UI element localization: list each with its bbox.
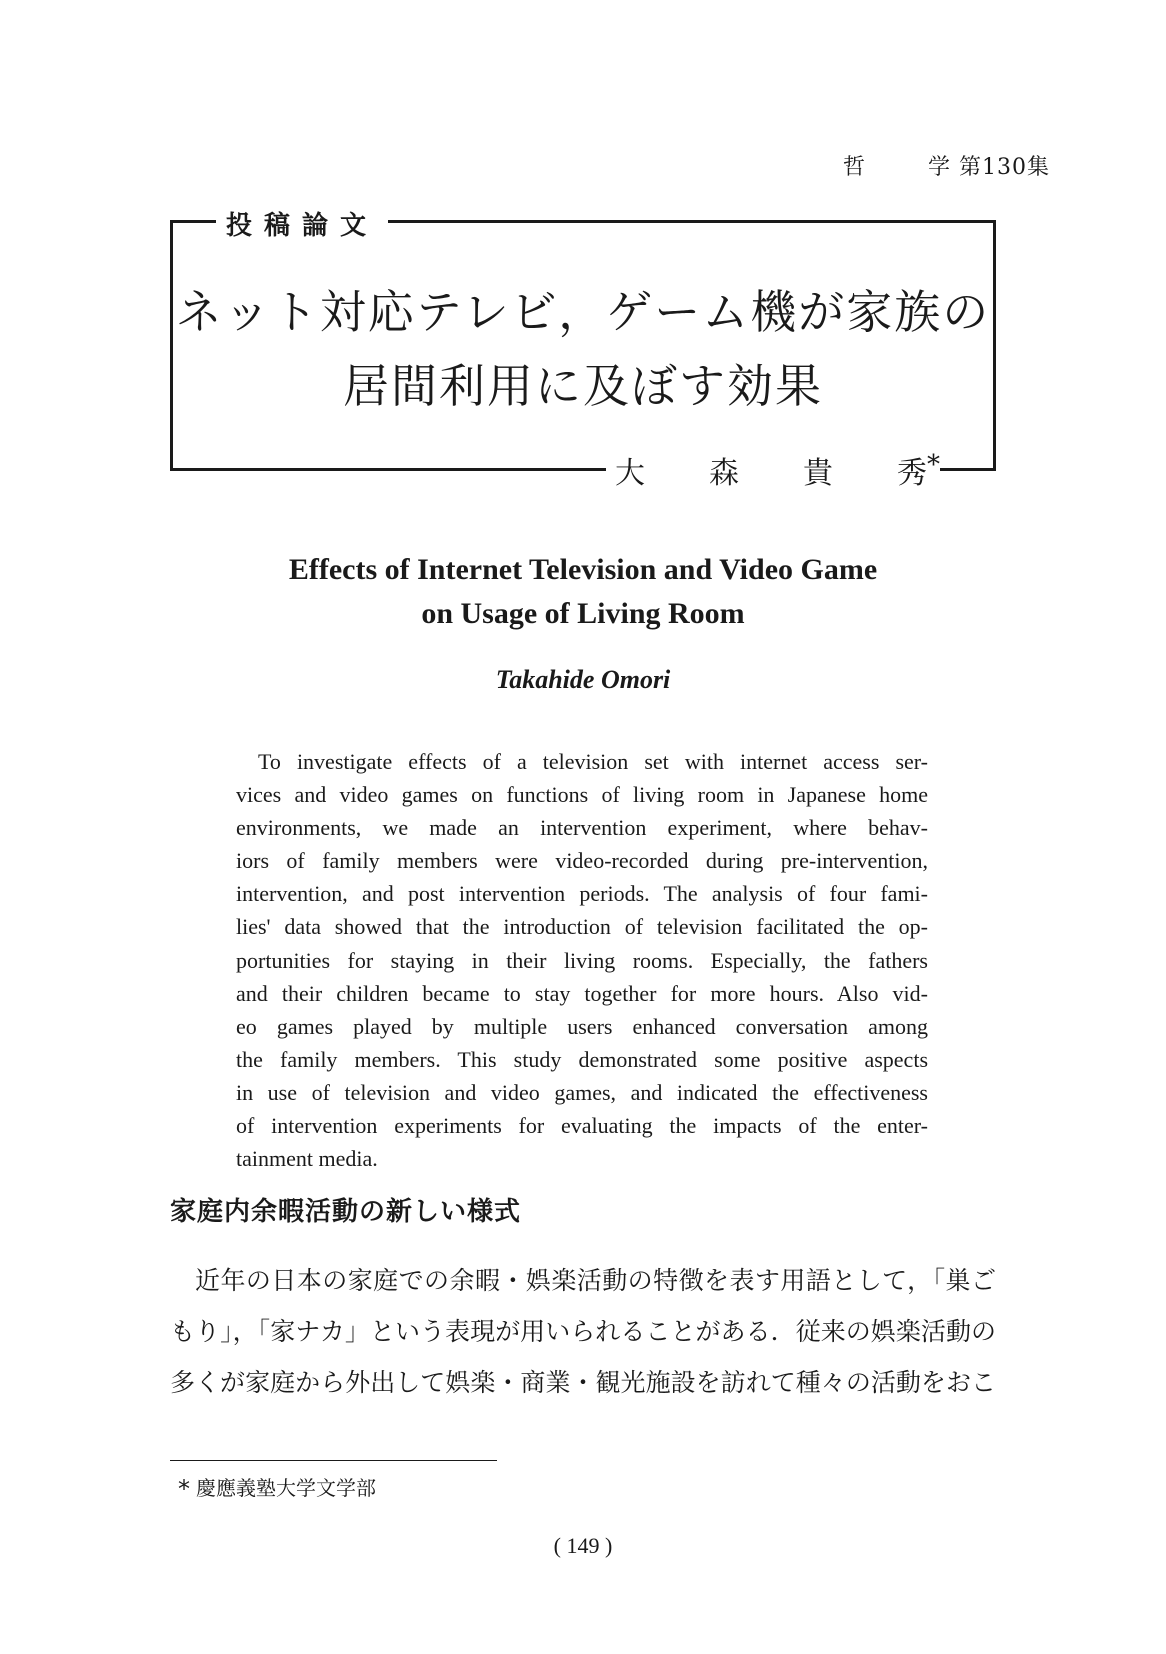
frame-top-left-rule (170, 220, 216, 223)
abstract (236, 745, 928, 1175)
body-line: もり」，「家ナカ」という表現が用いられることがある．従来の娯楽活動の (170, 1317, 996, 1346)
english-title-line-2: on Usage of Living Room (421, 597, 745, 630)
footnote-mark: * (927, 450, 940, 480)
abstract-line: in use of television and video games, and indicated the effectiveness (236, 1079, 928, 1105)
abstract-line: eo games played by multiple users enhanced conversation among (236, 1013, 928, 1039)
footnote-mark: * (178, 1475, 190, 1503)
english-author: Takahide Omori (495, 665, 671, 694)
english-title (170, 548, 996, 636)
abstract-line: To investigate effects of a television set with internet access ser- (258, 749, 928, 774)
footnote-affiliation: 慶應義塾大学文学部 (196, 1476, 376, 1500)
japanese-author (615, 448, 940, 492)
article-category: 投稿論文 (226, 211, 379, 241)
english-title-line-1: Effects of Internet Television and Video Game (288, 553, 878, 586)
abstract-line: environments, we made an intervention experiment, where behav- (236, 815, 928, 841)
abstract-line: and their children became to stay together for more hours. Also vid- (236, 980, 928, 1006)
abstract-line: intervention, and post intervention periods. The analysis of four fami- (236, 881, 928, 907)
frame-left-rule (170, 220, 173, 471)
frame-bottom-right-rule (940, 468, 996, 471)
japanese-title-line-1: ネット対応テレビ，ゲーム機が家族の (175, 285, 991, 339)
body-line: 近年の日本の家庭での余暇・娯楽活動の特徴を表す用語として，「巣ご (195, 1266, 996, 1295)
abstract-line: tainment media. (236, 1146, 378, 1172)
author-char: 秀 (897, 456, 927, 491)
journal-name-part-2: 学 (927, 155, 951, 180)
running-header (843, 150, 1050, 181)
abstract-line: lies' data showed that the introduction of television facilitated the op- (236, 914, 928, 940)
abstract-line: vices and video games on functions of living room in Japanese home (236, 782, 928, 808)
page-number: ( 149 ) (553, 1533, 613, 1558)
abstract-line: the family members. This study demonstrated some positive aspects (236, 1046, 928, 1072)
journal-volume: 第130集 (959, 155, 1050, 180)
section-heading: 家庭内余暇活動の新しい様式 (170, 1197, 522, 1227)
author-char: 大 (615, 456, 645, 491)
frame-top-right-rule (388, 220, 996, 223)
japanese-title (175, 275, 991, 423)
frame-right-rule (993, 220, 996, 471)
footnote (178, 1472, 376, 1501)
abstract-line: iors of family members were video-recorded during pre-intervention, (236, 848, 928, 874)
abstract-line: portunities for staying in their living rooms. Especially, the fathers (236, 947, 928, 973)
abstract-line: of intervention experiments for evaluating the impacts of the enter- (236, 1113, 928, 1139)
author-char-with-mark (897, 448, 940, 492)
japanese-title-line-2: 居間利用に及ぼす効果 (343, 359, 823, 413)
body-line: 多くが家庭から外出して娯楽・商業・観光施設を訪れて種々の活動をおこ (170, 1368, 996, 1397)
author-char: 森 (709, 456, 739, 491)
body-text (170, 1255, 996, 1408)
frame-bottom-left-rule (170, 468, 606, 471)
footnote-rule (170, 1460, 497, 1461)
journal-name-part-1: 哲 (842, 155, 866, 180)
author-char: 貴 (803, 456, 833, 491)
